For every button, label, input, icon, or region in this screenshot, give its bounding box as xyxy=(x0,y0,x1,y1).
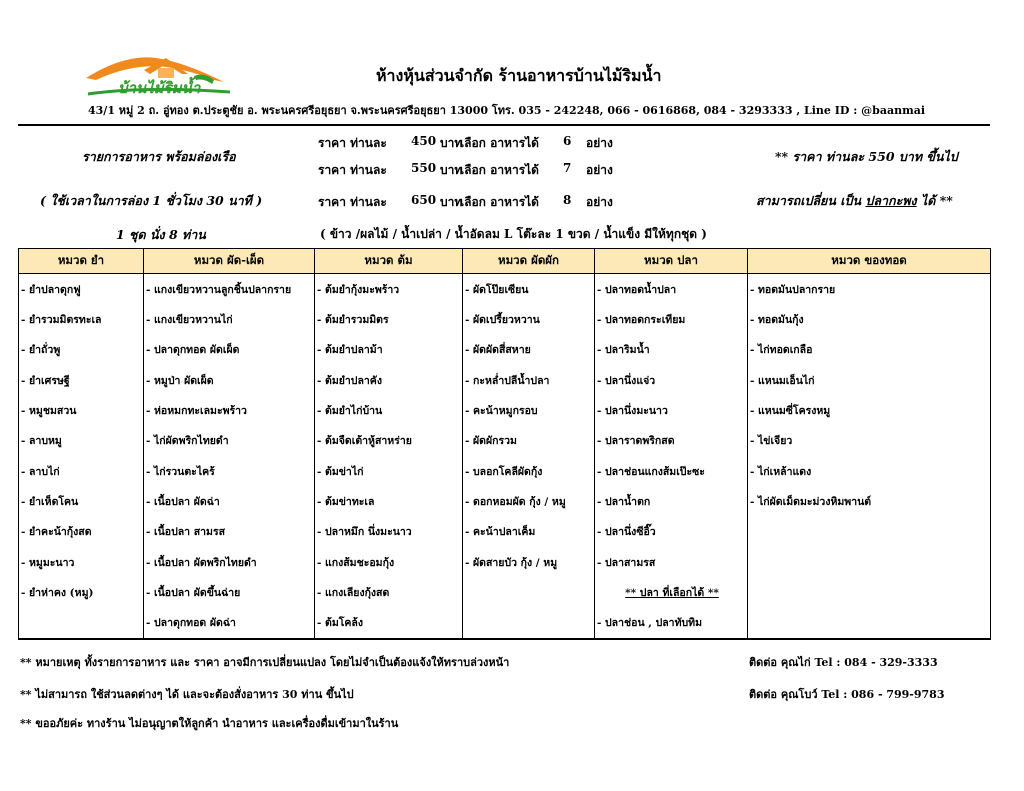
menu-item: - ต้มจืดเต้าหู้สาหร่าย xyxy=(315,426,463,456)
menu-item: - เนื้อปลา ผัดฉ่า xyxy=(144,486,315,516)
menu-item: - ต้มยำกุ้งมะพร้าว xyxy=(315,274,463,305)
menu-row xyxy=(19,608,991,639)
menu-item: - ยำเห็ดโคน xyxy=(19,486,144,516)
header-divider xyxy=(18,124,990,126)
menu-item: - ปลาดุกทอด ผัดฉ่า xyxy=(144,608,315,639)
column-header: หมวด ผัด-เผ็ด xyxy=(144,249,315,274)
menu-item: - ผัดสายบัว กุ้ง / หมู xyxy=(463,547,595,577)
menu-item: - ห่อหมกทะเลมะพร้าว xyxy=(144,395,315,425)
menu-header-row xyxy=(19,249,991,274)
menu-item: - ทอดมันกุ้ง xyxy=(748,304,991,334)
menu-item: - ไข่เจียว xyxy=(748,426,991,456)
menu-item: - เนื้อปลา ผัดขึ้นฉ่าย xyxy=(144,577,315,607)
menu-row xyxy=(19,365,991,395)
menu-row xyxy=(19,456,991,486)
menu-item: - ดอกหอมผัด กุ้ง / หมู xyxy=(463,486,595,516)
cruise-duration: ( ใช้เวลาในการล่อง 1 ชั่วโมง 30 นาที ) xyxy=(40,193,263,208)
outside-food-note: ** ขออภัยค่ะ ทางร้าน ไม่อนุญาตให้ลูกค้า นำอาหาร และเครื่องดื่มเข้ามาในร้าน xyxy=(20,717,399,730)
menu-item: - ไก่ผัดพริกไทยดำ xyxy=(144,426,315,456)
menu-item: - ปลาน้ำตก xyxy=(595,486,748,516)
menu-row xyxy=(19,304,991,334)
menu-item xyxy=(748,517,991,547)
menu-row xyxy=(19,486,991,516)
column-header: หมวด ของทอด xyxy=(748,249,991,274)
menu-item: - บลอกโคลีผัดกุ้ง xyxy=(463,456,595,486)
discount-note: ** ไม่สามารถ ใช้ส่วนลดต่างๆ ได้ และจะต้องสั่งอาหาร 30 ท่าน ขึ้นไป xyxy=(20,688,354,701)
menu-item: - ปลาสามรส xyxy=(595,547,748,577)
menu-item: ** ปลา ที่เลือกได้ ** xyxy=(595,577,748,607)
menu-item: - ปลาช่อน , ปลาทับทิม xyxy=(595,608,748,639)
menu-row xyxy=(19,517,991,547)
menu-item: - ยำห่าคง (หมู) xyxy=(19,577,144,607)
menu-item: - ผัดเปรี้ยวหวาน xyxy=(463,304,595,334)
menu-item: - ต้มยำปลาคัง xyxy=(315,365,463,395)
menu-item: - ไก่ผัดเม็ดมะม่วงหิมพานต์ xyxy=(748,486,991,516)
menu-item: - ปลาหมึก นึ่งมะนาว xyxy=(315,517,463,547)
menu-item: - กะหล่ำปลีน้ำปลา xyxy=(463,365,595,395)
address-line: 43/1 หมู่ 2 ถ. อู่ทอง ต.ประตูชัย อ. พระนครศรีอยุธยา จ.พระนครศรีอยุธยา 13000 โทร. 035 - 242248, 066 - 0616868, 084 - 3293333 , Line ID : @baanmai xyxy=(88,104,926,117)
included-items: ( ข้าว /ผลไม้ / น้ำเปล่า / น้ำอัดลม L โต๊ะละ 1 ขวด / น้ำแข็ง มีให้ทุกชุด ) xyxy=(320,227,707,241)
menu-item: - หมูชมสวน xyxy=(19,395,144,425)
menu-item: - ต้มข่าไก่ xyxy=(315,456,463,486)
menu-item: - ต้มโคล้ง xyxy=(315,608,463,639)
menu-item xyxy=(748,547,991,577)
menu-title: รายการอาหาร พร้อมล่องเรือ xyxy=(82,149,236,164)
menu-item: - แหนมเอ็นไก่ xyxy=(748,365,991,395)
menu-item: - ผัดผัดสี่สหาย xyxy=(463,335,595,365)
menu-item xyxy=(748,577,991,607)
logo-text: บ้านไม้ริมน้ำ xyxy=(118,79,201,97)
menu-item: - หมูมะนาว xyxy=(19,547,144,577)
menu-item xyxy=(748,608,991,639)
menu-item: - แกงเขียวหวานไก่ xyxy=(144,304,315,334)
menu-item: - แกงเขียวหวานลูกชิ้นปลากราย xyxy=(144,274,315,305)
menu-item: - ยำเศรษฐี xyxy=(19,365,144,395)
upgrade-fish-note: สามารถเปลี่ยน เป็น ปลากะพง ได้ ** xyxy=(756,193,953,208)
menu-row xyxy=(19,426,991,456)
menu-item: - ปลานึ่งแจ่ว xyxy=(595,365,748,395)
column-header: หมวด ยำ xyxy=(19,249,144,274)
seabass-text: ปลากะพง xyxy=(865,193,917,208)
menu-item xyxy=(463,608,595,639)
menu-item: - ปลาราดพริกสด xyxy=(595,426,748,456)
menu-item xyxy=(463,577,595,607)
menu-item: - ลาบหมู xyxy=(19,426,144,456)
menu-item: - ปลาริมน้ำ xyxy=(595,335,748,365)
contact-bow: ติดต่อ คุณโบว์ Tel : 086 - 799-9783 xyxy=(749,688,945,701)
menu-item: - คะน้าหมูกรอบ xyxy=(463,395,595,425)
menu-table xyxy=(18,248,991,640)
page-title: ห้างหุ้นส่วนจำกัด ร้านอาหารบ้านไม้ริมน้ำ xyxy=(376,66,662,85)
menu-row xyxy=(19,547,991,577)
menu-item: - ต้มยำไก่บ้าน xyxy=(315,395,463,425)
menu-item: - ผัดผักรวม xyxy=(463,426,595,456)
column-header: หมวด ปลา xyxy=(595,249,748,274)
menu-item: - ยำรวมมิตรทะเล xyxy=(19,304,144,334)
menu-row xyxy=(19,395,991,425)
menu-row xyxy=(19,274,991,305)
menu-item: - ปลาทอดกระเทียม xyxy=(595,304,748,334)
set-size: 1 ชุด นั่ง 8 ท่าน xyxy=(116,227,206,242)
menu-item: - ปลานึ่งมะนาว xyxy=(595,395,748,425)
menu-item: - ปลาดุกทอด ผัดเผ็ด xyxy=(144,335,315,365)
menu-item: - ปลานึ่งซีอิ๊ว xyxy=(595,517,748,547)
column-header: หมวด ผัดผัก xyxy=(463,249,595,274)
menu-item: - ปลาช่อนแกงส้มเป๊ะซะ xyxy=(595,456,748,486)
menu-item: - ยำคะน้ากุ้งสด xyxy=(19,517,144,547)
menu-item: - ต้มข่าทะเล xyxy=(315,486,463,516)
menu-item xyxy=(19,608,144,639)
menu-item: - เนื้อปลา ผัดพริกไทยดำ xyxy=(144,547,315,577)
menu-item: - ไก่ทอดเกลือ xyxy=(748,335,991,365)
menu-item: - เนื้อปลา สามรส xyxy=(144,517,315,547)
menu-item: - หมูป่า ผัดเผ็ด xyxy=(144,365,315,395)
menu-item: - ยำถั่วพู xyxy=(19,335,144,365)
contact-kai: ติดต่อ คุณไก่ Tel : 084 - 329-3333 xyxy=(749,656,938,669)
menu-item: - ผัดโป๊ยเซียน xyxy=(463,274,595,305)
menu-item: - แกงเลียงกุ้งสด xyxy=(315,577,463,607)
menu-item: - ลาบไก่ xyxy=(19,456,144,486)
disclaimer-note: ** หมายเหตุ ทั้งรายการอาหาร และ ราคา อาจมีการเปลี่ยนแปลง โดยไม่จำเป็นต้องแจ้งให้ทราบล่วงหน้า xyxy=(20,656,510,669)
menu-item: - คะน้าปลาเค็ม xyxy=(463,517,595,547)
menu-item: - แกงส้มชะอมกุ้ง xyxy=(315,547,463,577)
menu-item: - ไก่รวนตะไคร้ xyxy=(144,456,315,486)
menu-item: - ทอดมันปลากราย xyxy=(748,274,991,305)
menu-row xyxy=(19,577,991,607)
menu-item: - ยำปลาดุกฟู xyxy=(19,274,144,305)
menu-row xyxy=(19,335,991,365)
menu-item: - ต้มยำรวมมิตร xyxy=(315,304,463,334)
column-header: หมวด ต้ม xyxy=(315,249,463,274)
upgrade-price-note: ** ราคา ท่านละ 550 บาท ขึ้นไป xyxy=(775,149,958,164)
menu-item: - ปลาทอดน้ำปลา xyxy=(595,274,748,305)
menu-item: - ต้มยำปลาม้า xyxy=(315,335,463,365)
menu-item: - แหนมซี่โครงหมู xyxy=(748,395,991,425)
menu-item: - ไก่เหล้าแดง xyxy=(748,456,991,486)
